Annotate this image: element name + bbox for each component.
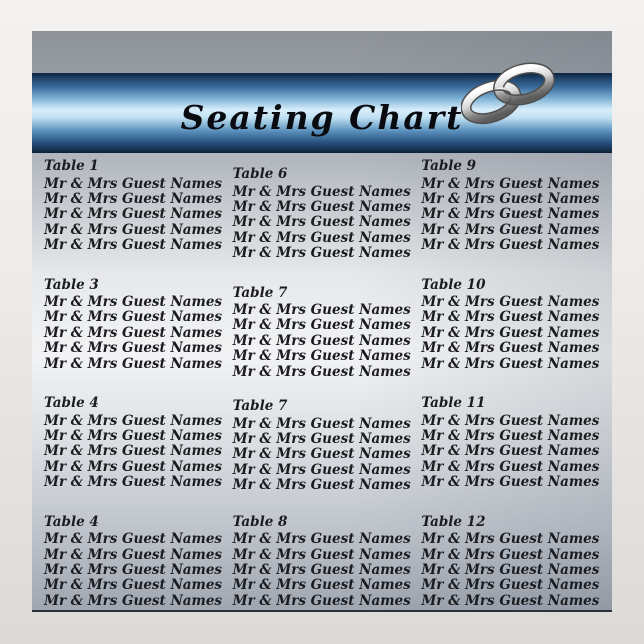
guest-name-line: Mr & Mrs Guest Names [232, 214, 411, 231]
guest-name-line: Mr & Mrs Guest Names [421, 309, 600, 326]
guest-name-line: Mr & Mrs Guest Names [44, 309, 223, 326]
guest-name-line: Mr & Mrs Guest Names [232, 183, 411, 200]
guest-name-line: Mr & Mrs Guest Names [44, 412, 223, 429]
guest-name-line: Mr & Mrs Guest Names [232, 348, 411, 365]
guest-name-line: Mr & Mrs Guest Names [44, 561, 223, 578]
guest-name-line: Mr & Mrs Guest Names [44, 324, 223, 341]
table-title: Table 3 [44, 276, 99, 293]
table-block [233, 399, 412, 494]
guest-name-line: Mr & Mrs Guest Names [232, 198, 411, 215]
table-title: Table 11 [421, 395, 486, 412]
guest-name-line: Mr & Mrs Guest Names [232, 317, 411, 334]
wedding-rings-icon [461, 59, 557, 127]
guest-name-line: Mr & Mrs Guest Names [232, 561, 411, 578]
guest-name-line: Mr & Mrs Guest Names [421, 427, 600, 444]
poster-title: Seating Chart [180, 97, 464, 137]
guest-name-line: Mr & Mrs Guest Names [232, 546, 411, 563]
guest-name-line: Mr & Mrs Guest Names [421, 294, 600, 311]
guest-name-line: Mr & Mrs Guest Names [421, 190, 600, 207]
guest-name-line: Mr & Mrs Guest Names [232, 430, 411, 447]
guest-name-line: Mr & Mrs Guest Names [44, 206, 223, 223]
guest-name-line: Mr & Mrs Guest Names [421, 237, 600, 254]
table-title: Table 6 [232, 166, 288, 182]
guest-name-line: Mr & Mrs Guest Names [232, 592, 411, 609]
guest-name-line: Mr & Mrs Guest Names [232, 461, 411, 478]
guest-name-line: Mr & Mrs Guest Names [421, 355, 600, 372]
guest-name-line: Mr & Mrs Guest Names [232, 302, 411, 319]
guest-name-line: Mr & Mrs Guest Names [232, 531, 411, 548]
table-title: Table 7 [232, 398, 288, 415]
table-title: Table 1 [44, 158, 99, 174]
table-block [421, 159, 600, 254]
guest-name-line: Mr & Mrs Guest Names [232, 245, 411, 262]
guest-name-line: Mr & Mrs Guest Names [44, 577, 223, 594]
guest-name-line: Mr & Mrs Guest Names [232, 229, 411, 246]
table-title: Table 4 [44, 395, 99, 412]
table-title: Table 7 [232, 284, 288, 301]
guest-name-line: Mr & Mrs Guest Names [421, 324, 600, 341]
guest-name-line: Mr & Mrs Guest Names [421, 561, 600, 578]
table-block [44, 278, 223, 373]
table-block [421, 278, 600, 373]
guest-name-line: Mr & Mrs Guest Names [44, 474, 223, 491]
guest-name-line: Mr & Mrs Guest Names [421, 175, 600, 192]
guest-name-line: Mr & Mrs Guest Names [421, 412, 600, 429]
seating-grid [44, 159, 600, 609]
table-block [421, 396, 600, 491]
guest-name-line: Mr & Mrs Guest Names [44, 355, 223, 372]
table-title: Table 8 [232, 513, 288, 530]
guest-name-line: Mr & Mrs Guest Names [44, 592, 223, 609]
guest-name-line: Mr & Mrs Guest Names [44, 175, 223, 192]
guest-name-line: Mr & Mrs Guest Names [232, 577, 411, 594]
guest-name-line: Mr & Mrs Guest Names [421, 577, 600, 594]
guest-name-line: Mr & Mrs Guest Names [44, 458, 223, 475]
guest-name-line: Mr & Mrs Guest Names [232, 446, 411, 463]
table-title: Table 10 [421, 276, 486, 293]
table-title: Table 12 [421, 513, 486, 530]
seating-chart-poster [32, 31, 612, 612]
guest-name-line: Mr & Mrs Guest Names [421, 443, 600, 460]
guest-name-line: Mr & Mrs Guest Names [44, 190, 223, 207]
guest-name-line: Mr & Mrs Guest Names [421, 340, 600, 357]
guest-name-line: Mr & Mrs Guest Names [44, 340, 223, 357]
guest-name-line: Mr & Mrs Guest Names [421, 458, 600, 475]
guest-name-line: Mr & Mrs Guest Names [421, 206, 600, 223]
table-block [44, 396, 223, 491]
table-block [233, 515, 412, 610]
guest-name-line: Mr & Mrs Guest Names [44, 294, 223, 311]
guest-name-line: Mr & Mrs Guest Names [44, 427, 223, 444]
table-title: Table 9 [421, 158, 477, 174]
guest-name-line: Mr & Mrs Guest Names [421, 531, 600, 548]
guest-name-line: Mr & Mrs Guest Names [232, 332, 411, 349]
guest-name-line: Mr & Mrs Guest Names [232, 415, 411, 432]
guest-name-line: Mr & Mrs Guest Names [232, 363, 411, 380]
table-block [233, 167, 412, 262]
guest-name-line: Mr & Mrs Guest Names [421, 221, 600, 238]
guest-name-line: Mr & Mrs Guest Names [44, 546, 223, 563]
table-block [44, 515, 223, 610]
guest-name-line: Mr & Mrs Guest Names [421, 592, 600, 609]
table-title: Table 4 [44, 513, 99, 530]
guest-name-line: Mr & Mrs Guest Names [44, 221, 223, 238]
guest-name-line: Mr & Mrs Guest Names [44, 237, 223, 254]
table-block [421, 515, 600, 610]
guest-name-line: Mr & Mrs Guest Names [421, 546, 600, 563]
table-block [233, 286, 412, 381]
guest-name-line: Mr & Mrs Guest Names [232, 477, 411, 494]
table-block [44, 159, 223, 254]
guest-name-line: Mr & Mrs Guest Names [44, 531, 223, 548]
guest-name-line: Mr & Mrs Guest Names [421, 474, 600, 491]
guest-name-line: Mr & Mrs Guest Names [44, 443, 223, 460]
